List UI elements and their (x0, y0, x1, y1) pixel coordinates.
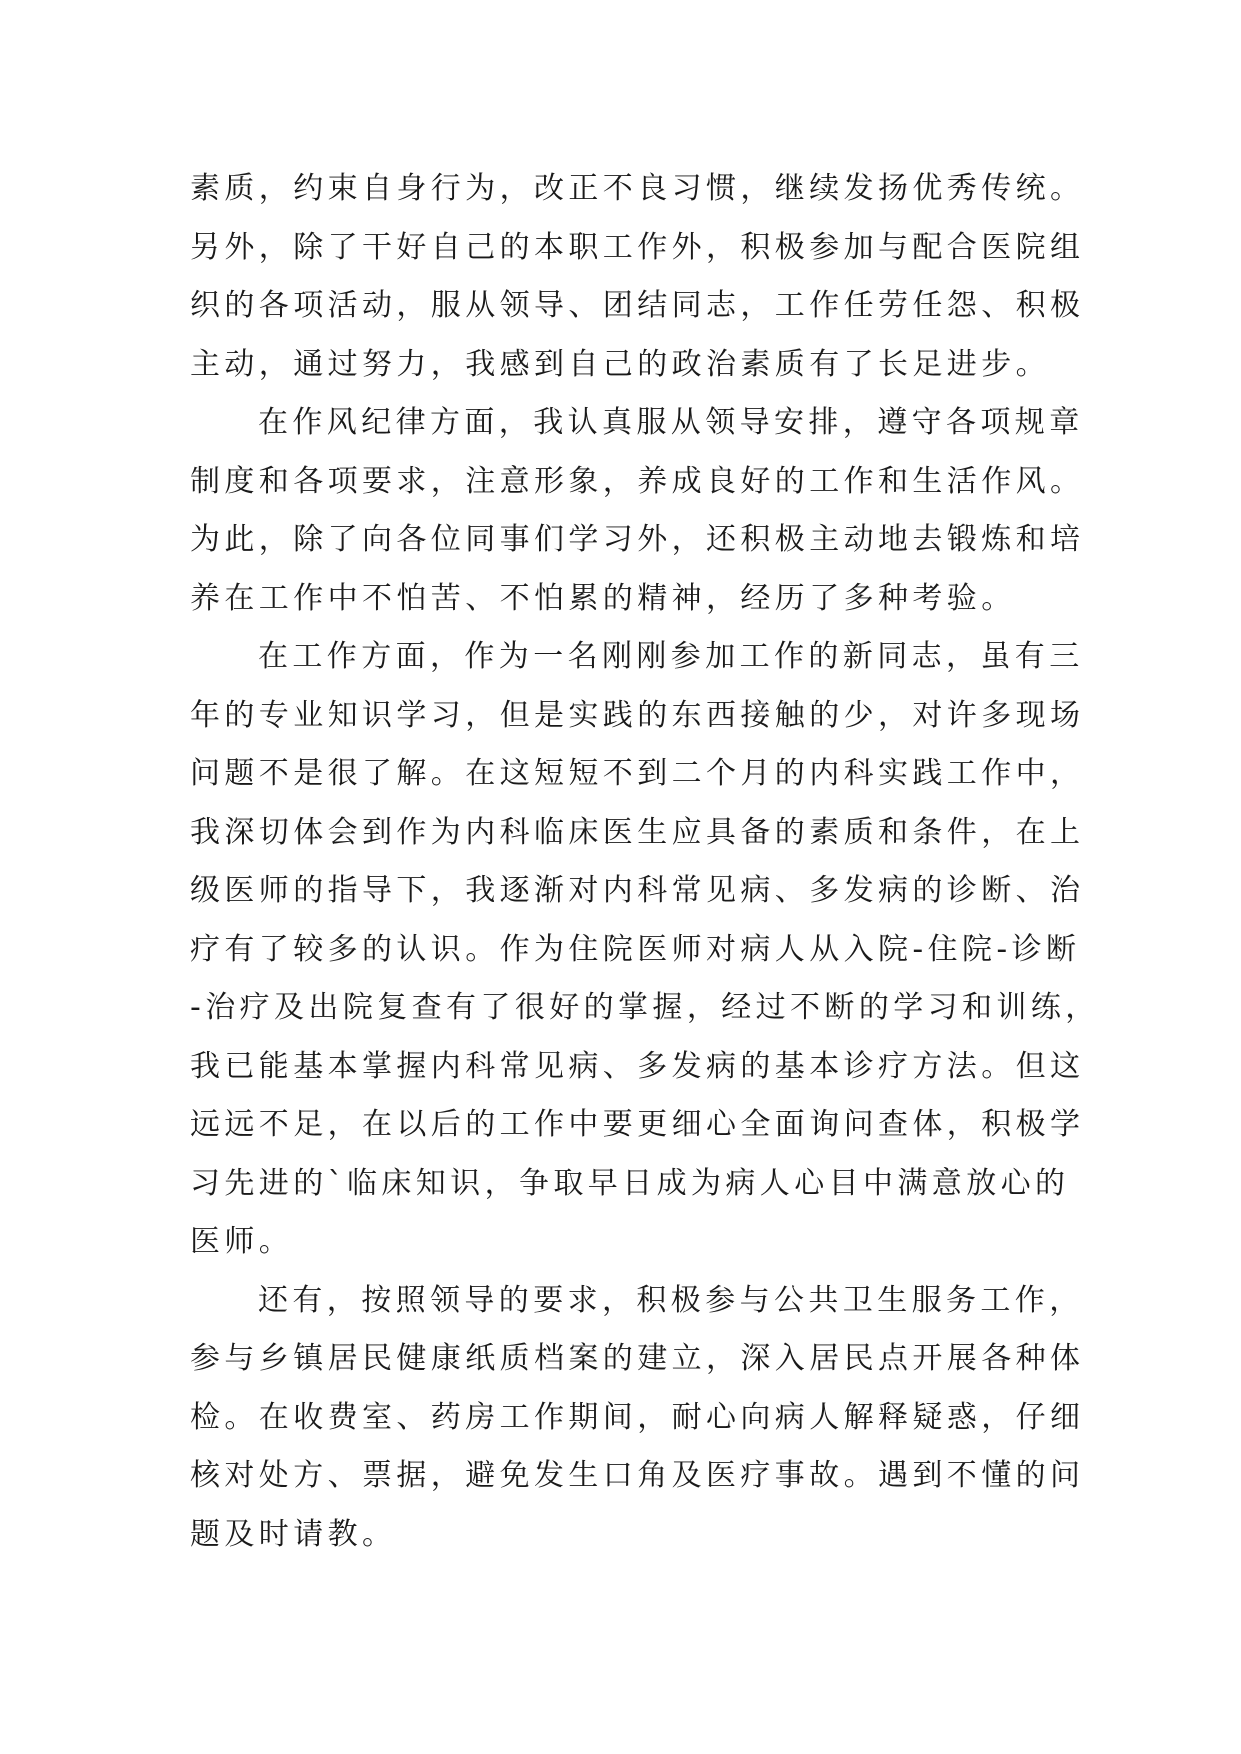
text-line: 检。在收费室、药房工作期间，耐心向病人解释疑惑，仔细 (190, 1399, 1085, 1435)
text-line: 我深切体会到作为内科临床医生应具备的素质和条件，在上 (190, 814, 1085, 850)
text-line: 核对处方、票据，避免发生口角及医疗事故。遇到不懂的问 (190, 1458, 1085, 1493)
text-line: 织的各项活动，服从领导、团结同志，工作任劳任怨、积极 (190, 288, 1085, 323)
text-line: 问题不是很了解。在这短短不到二个月的内科实践工作中， (190, 756, 1085, 791)
text-line: 主动，通过努力，我感到自己的政治素质有了长足进步。 (190, 346, 1050, 382)
text-line: 年的专业知识学习，但是实践的东西接触的少，对许多现场 (190, 697, 1085, 733)
text-line: 在作风纪律方面，我认真服从领导安排，遵守各项规章 (258, 405, 1084, 440)
text-line: -治疗及出院复查有了很好的掌握，经过不断的学习和训练， (190, 990, 1100, 1025)
text-line: 疗有了较多的认识。作为住院医师对病人从入院-住院-诊断 (190, 931, 1081, 967)
text-line: 还有，按照领导的要求，积极参与公共卫生服务工作， (258, 1282, 1084, 1318)
text-line: 医师。 (190, 1224, 294, 1259)
text-line: 素质，约束自身行为，改正不良习惯，继续发扬优秀传统。 (190, 171, 1085, 206)
text-line: 我已能基本掌握内科常见病、多发病的基本诊疗方法。但这 (190, 1048, 1085, 1084)
text-line: 为此，除了向各位同事们学习外，还积极主动地去锻炼和培 (190, 522, 1085, 557)
text-line: 级医师的指导下，我逐渐对内科常见病、多发病的诊断、治 (190, 873, 1085, 908)
text-line: 在工作方面，作为一名刚刚参加工作的新同志，虽有三 (258, 639, 1084, 674)
text-line: 参与乡镇居民健康纸质档案的建立，深入居民点开展各种体 (190, 1341, 1085, 1376)
text-line: 另外，除了干好自己的本职工作外，积极参加与配合医院组 (190, 229, 1085, 265)
body-text (190, 160, 1100, 1564)
text-line: 题及时请教。 (190, 1516, 397, 1552)
text-line: 养在工作中不怕苦、不怕累的精神，经历了多种考验。 (190, 580, 1016, 616)
text-line: 习先进的`临床知识，争取早日成为病人心目中满意放心的 (190, 1165, 1070, 1201)
text-line: 远远不足，在以后的工作中要更细心全面询问查体，积极学 (190, 1107, 1085, 1142)
text-line: 制度和各项要求，注意形象，养成良好的工作和生活作风。 (190, 463, 1085, 499)
